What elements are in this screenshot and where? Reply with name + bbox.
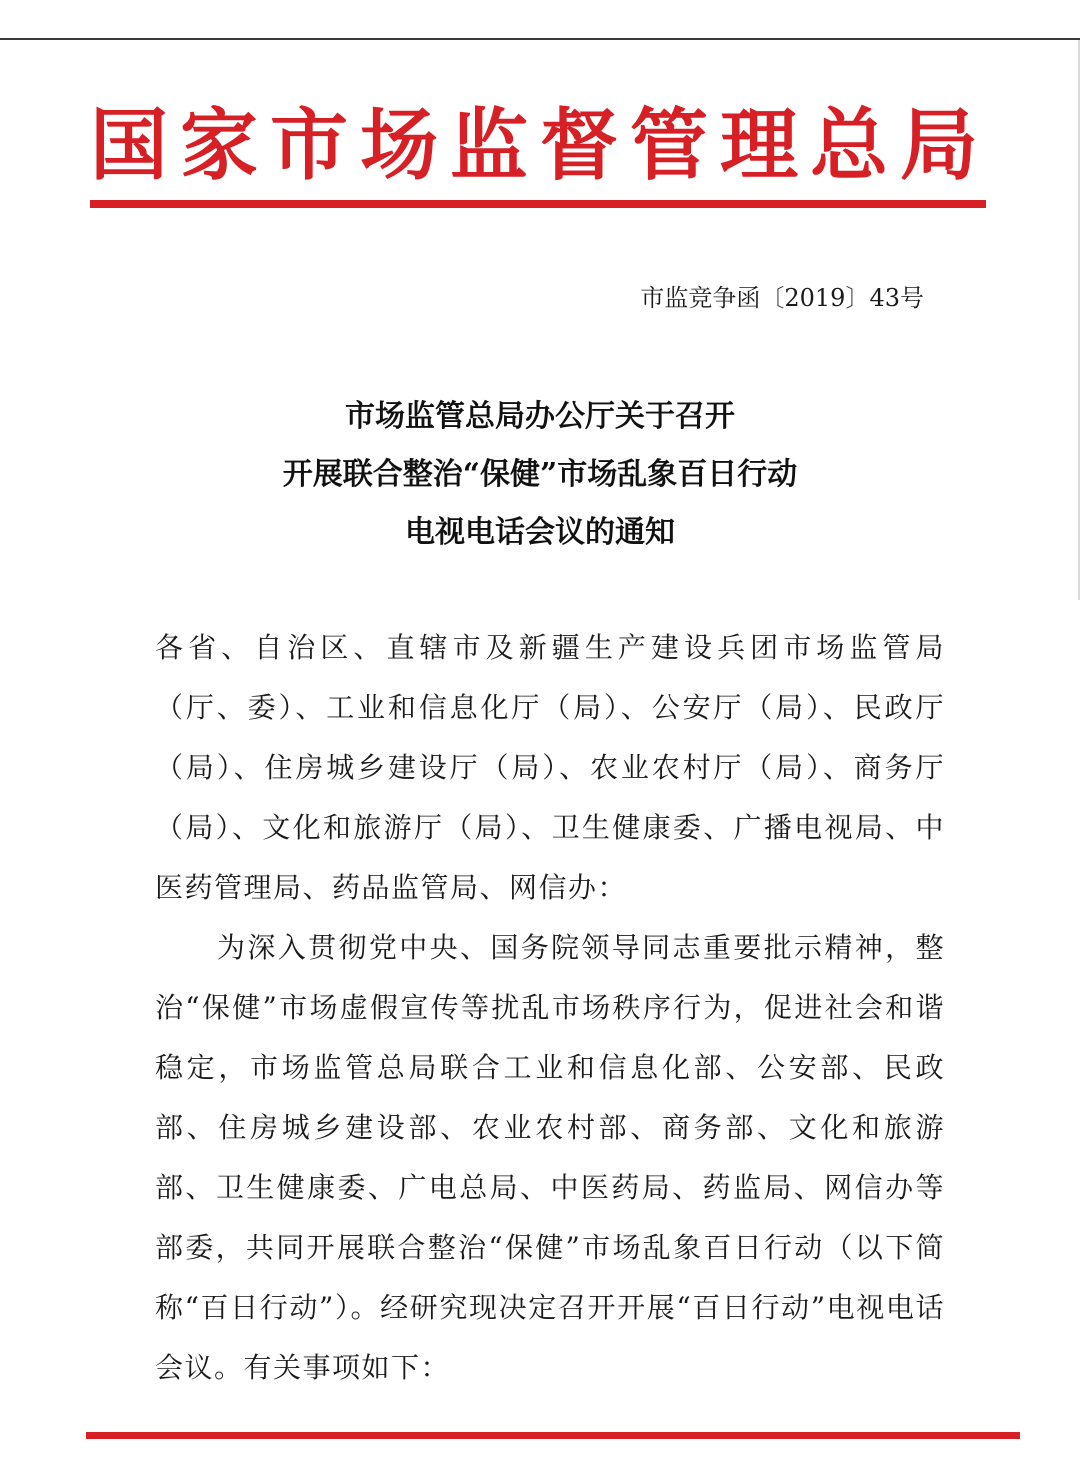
body-paragraph: 为深入贯彻党中央、国务院领导同志重要批示精神，整治“保健”市场虚假宣传等扰乱市场秩序行为，促进社会和谐稳定，市场监管总局联合工业和信息化部、公安部、民政部、住房城乡建设部、农业农村部、商务部、文化和旅游部、卫生健康委、广电总局、中医药局、药监局、网信办等部委，共同开展联合整治“保健”市场乱象百日行动（以下简称“百日行动”）。经研究现决定召开开展“百日行动”电视电话会议。有关事项如下： (155, 931, 945, 1384)
document-number: 市监竞争函〔2019〕43号 (640, 284, 924, 312)
document-title (150, 388, 930, 562)
document-title-line: 开展联合整治“保健”市场乱象百日行动 (282, 457, 798, 492)
page-top-border (0, 38, 1080, 40)
document-body (155, 618, 945, 1398)
letterhead-agency-name: 国家市场监督管理总局 (90, 101, 991, 191)
footer-red-divider (86, 1432, 1020, 1439)
document-title-line: 市场监管总局办公厅关于召开 (345, 399, 735, 434)
letterhead-red-divider (90, 200, 986, 208)
salutation: 各省、自治区、直辖市及新疆生产建设兵团市场监管局（厅、委）、工业和信息化厅（局）、公安厅（局）、民政厅（局）、住房城乡建设厅（局）、农业农村厅（局）、商务厅（局）、文化和旅游厅（局）、卫生健康委、广播电视局、中医药管理局、药品监管局、网信办： (155, 631, 945, 904)
document-title-line: 电视电话会议的通知 (405, 515, 675, 550)
